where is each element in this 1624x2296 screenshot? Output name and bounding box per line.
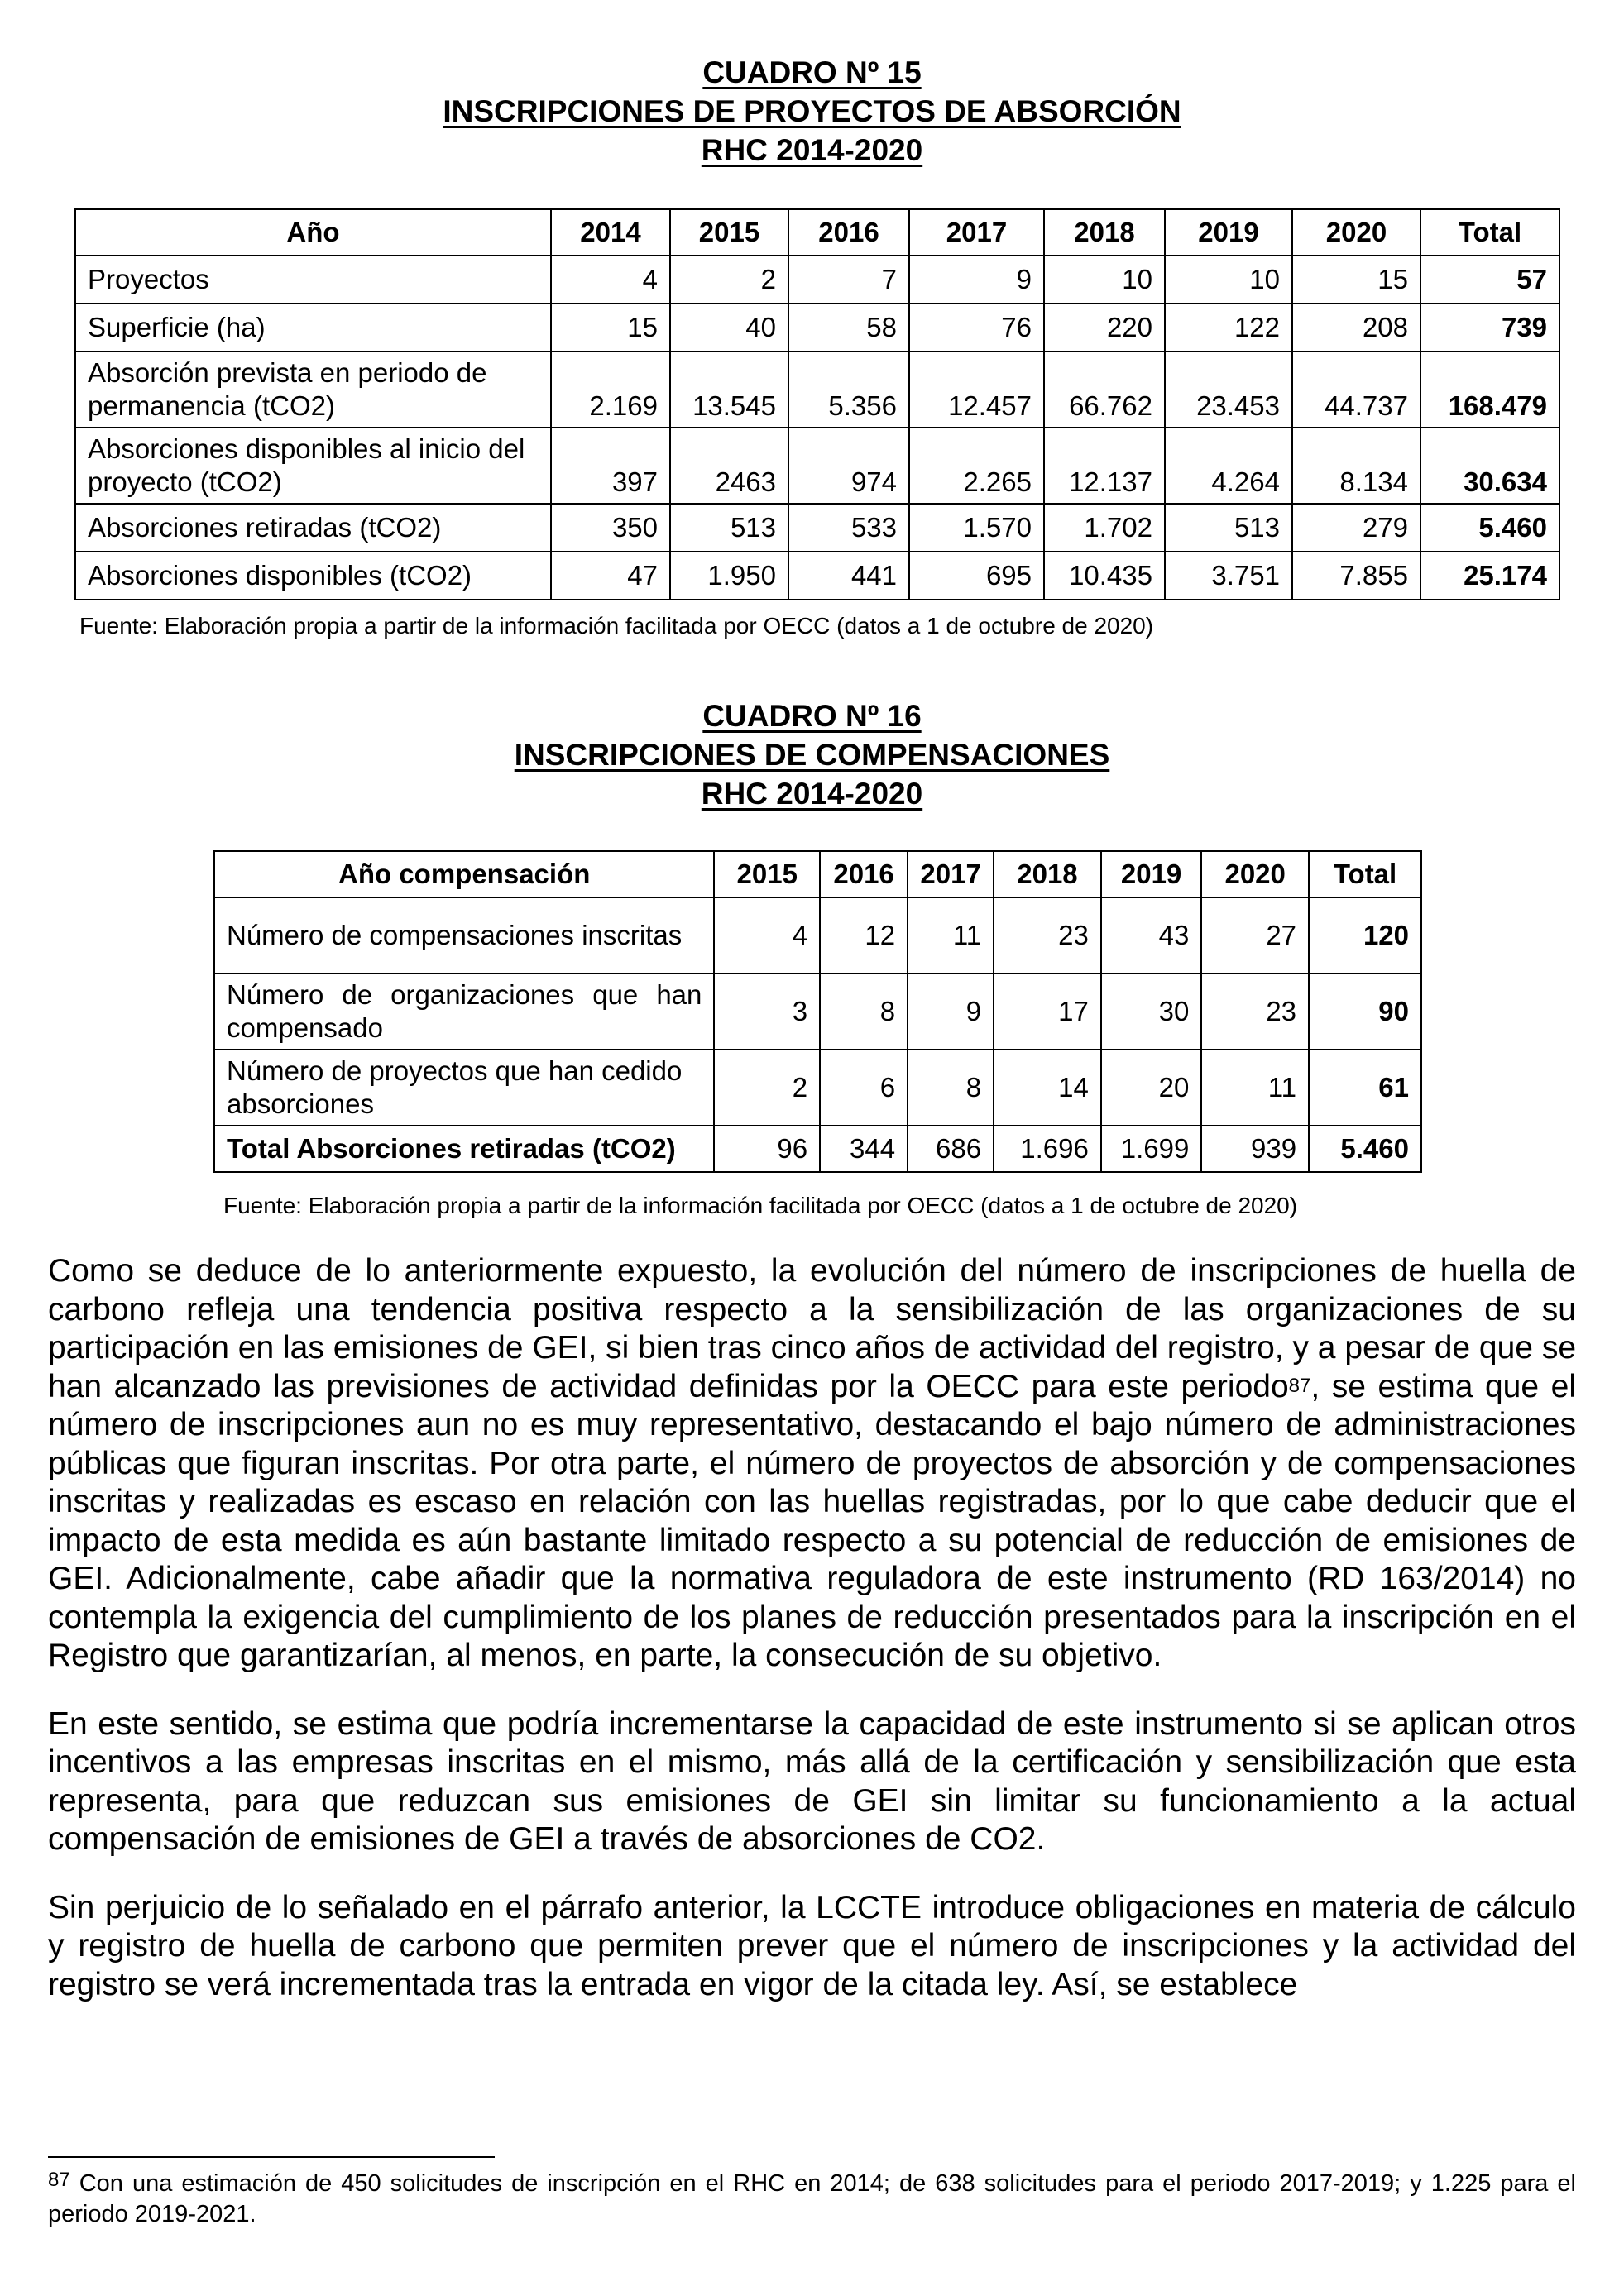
cell: 441 — [788, 552, 909, 600]
cuadro-16-title — [0, 696, 1624, 813]
cell: 4 — [714, 897, 820, 973]
header-cell: Total — [1420, 209, 1559, 256]
row-label: Número de organizaciones que han compensado — [214, 973, 714, 1050]
cell: 1.702 — [1044, 504, 1165, 552]
footnote-number: 87 — [48, 2169, 70, 2191]
table-row — [214, 1126, 1421, 1172]
cell: 11 — [908, 897, 994, 973]
cell: 12.457 — [909, 352, 1044, 428]
cuadro-16-title-line-1: CUADRO Nº 16 — [702, 699, 922, 733]
cell: 12.137 — [1044, 428, 1165, 504]
header-cell: 2018 — [994, 851, 1101, 897]
cell: 2.169 — [551, 352, 670, 428]
cuadro-15-title-line-2: INSCRIPCIONES DE PROYECTOS DE ABSORCIÓN — [443, 94, 1181, 128]
cell: 686 — [908, 1126, 994, 1172]
header-cell: 2016 — [788, 209, 909, 256]
cell: 344 — [820, 1126, 908, 1172]
cell: 695 — [909, 552, 1044, 600]
footnote-ref: 87 — [1288, 1374, 1311, 1397]
table-row — [75, 256, 1559, 304]
header-cell: 2015 — [670, 209, 788, 256]
cell: 8 — [820, 973, 908, 1050]
cell: 30 — [1101, 973, 1201, 1050]
cell: 43 — [1101, 897, 1201, 973]
table-row — [75, 428, 1559, 504]
row-label: Absorción prevista en periodo de permanencia (tCO2) — [75, 352, 551, 428]
cell: 40 — [670, 304, 788, 352]
cell: 76 — [909, 304, 1044, 352]
cell: 15 — [1292, 256, 1420, 304]
cell: 17 — [994, 973, 1101, 1050]
total-cell: 5.460 — [1309, 1126, 1421, 1172]
cell: 350 — [551, 504, 670, 552]
total-cell: 168.479 — [1420, 352, 1559, 428]
cell: 2 — [670, 256, 788, 304]
row-label: Superficie (ha) — [75, 304, 551, 352]
header-cell: 2019 — [1101, 851, 1201, 897]
cell: 20 — [1101, 1050, 1201, 1126]
cell: 3.751 — [1165, 552, 1292, 600]
header-cell: 2020 — [1201, 851, 1309, 897]
row-label: Absorciones disponibles al inicio del proyecto (tCO2) — [75, 428, 551, 504]
cell: 4.264 — [1165, 428, 1292, 504]
footnote-separator — [48, 2156, 495, 2158]
header-cell: 2019 — [1165, 209, 1292, 256]
cell: 9 — [909, 256, 1044, 304]
cell: 11 — [1201, 1050, 1309, 1126]
row-label: Proyectos — [75, 256, 551, 304]
header-cell: 2016 — [820, 851, 908, 897]
cuadro-15-title-line-3: RHC 2014-2020 — [701, 133, 923, 167]
header-cell: Año — [75, 209, 551, 256]
cell: 1.696 — [994, 1126, 1101, 1172]
cell: 66.762 — [1044, 352, 1165, 428]
total-cell: 57 — [1420, 256, 1559, 304]
cuadro-15-table — [74, 208, 1560, 600]
cell: 1.950 — [670, 552, 788, 600]
header-cell: 2017 — [909, 209, 1044, 256]
cell: 279 — [1292, 504, 1420, 552]
total-cell: 120 — [1309, 897, 1421, 973]
table-row — [75, 552, 1559, 600]
cell: 47 — [551, 552, 670, 600]
cell: 8 — [908, 1050, 994, 1126]
paragraph-1 — [48, 1252, 1576, 1676]
paragraph-3: Sin perjuicio de lo señalado en el párrafo anterior, la LCCTE introduce obligaciones en materia de cálculo y registro de huella de carbono que permiten prever que el número de inscripciones y la actividad del registro se verá incrementada tras la entrada en vigor de la citada ley. Así, se establece — [48, 1889, 1576, 2002]
cuadro-16-table — [213, 850, 1422, 1173]
cell: 14 — [994, 1050, 1101, 1126]
table-row — [75, 304, 1559, 352]
cell: 1.699 — [1101, 1126, 1201, 1172]
total-cell: 30.634 — [1420, 428, 1559, 504]
cell: 208 — [1292, 304, 1420, 352]
body-text — [48, 1252, 1576, 2034]
cell: 12 — [820, 897, 908, 973]
cuadro-16-source: Fuente: Elaboración propia a partir de la información facilitada por OECC (datos a 1 de octubre de 2020) — [223, 1193, 1298, 1218]
cuadro-15-source: Fuente: Elaboración propia a partir de la información facilitada por OECC (datos a 1 de octubre de 2020) — [79, 613, 1154, 639]
header-cell: 2017 — [908, 851, 994, 897]
table-row — [75, 504, 1559, 552]
header-cell: Año compensación — [214, 851, 714, 897]
cuadro-15-title-line-1: CUADRO Nº 15 — [702, 55, 922, 89]
cell: 10 — [1165, 256, 1292, 304]
cell: 122 — [1165, 304, 1292, 352]
cell: 8.134 — [1292, 428, 1420, 504]
cell: 27 — [1201, 897, 1309, 973]
cuadro-16-title-line-2: INSCRIPCIONES DE COMPENSACIONES — [514, 738, 1110, 772]
header-cell: 2014 — [551, 209, 670, 256]
cuadro-15-header-row — [75, 209, 1559, 256]
paragraph-1-part-b: , se estima que el número de inscripciones aun no es muy representativo, destacando el bajo número de administraciones públicas que figuran inscritas. Por otra parte, el número de proyectos de absorción y de compensaciones inscritas y realizadas es escaso en relación con las huellas registradas, por lo que cabe deducir que el impacto de esta medida es aún bastante limitado respecto a su potencial de reducción de emisiones de GEI. Adicionalmente, cabe añadir que la normativa reguladora de este instrumento (RD 163/2014) no contempla la exigencia del cumplimiento de los planes de reducción presentados para la inscripción en el Registro que garantizarían, al menos, en parte, la consecución de su objetivo. — [48, 1368, 1576, 1673]
cell: 6 — [820, 1050, 908, 1126]
cell: 939 — [1201, 1126, 1309, 1172]
cell: 9 — [908, 973, 994, 1050]
row-label: Total Absorciones retiradas (tCO2) — [214, 1126, 714, 1172]
cell: 1.570 — [909, 504, 1044, 552]
cell: 13.545 — [670, 352, 788, 428]
cell: 44.737 — [1292, 352, 1420, 428]
table-row — [75, 352, 1559, 428]
total-cell: 61 — [1309, 1050, 1421, 1126]
row-label: Absorciones disponibles (tCO2) — [75, 552, 551, 600]
cell: 23 — [1201, 973, 1309, 1050]
table-row — [214, 973, 1421, 1050]
header-cell: 2015 — [714, 851, 820, 897]
cell: 15 — [551, 304, 670, 352]
cell: 2463 — [670, 428, 788, 504]
cell: 96 — [714, 1126, 820, 1172]
cell: 3 — [714, 973, 820, 1050]
header-cell: 2020 — [1292, 209, 1420, 256]
cell: 23 — [994, 897, 1101, 973]
cell: 513 — [1165, 504, 1292, 552]
total-cell: 5.460 — [1420, 504, 1559, 552]
header-cell: 2018 — [1044, 209, 1165, 256]
table-row — [214, 1050, 1421, 1126]
cell: 397 — [551, 428, 670, 504]
total-cell: 25.174 — [1420, 552, 1559, 600]
cell: 10.435 — [1044, 552, 1165, 600]
cuadro-16-header-row — [214, 851, 1421, 897]
cell: 220 — [1044, 304, 1165, 352]
cell: 4 — [551, 256, 670, 304]
cuadro-16-title-line-3: RHC 2014-2020 — [701, 777, 923, 811]
paragraph-2: En este sentido, se estima que podría incrementarse la capacidad de este instrumento si se aplican otros incentivos a las empresas inscritas en el mismo, más allá de la certificación y sensibilización que esta representa, para que reduzcan sus emisiones de GEI sin limitar su funcionamiento a la actual compensación de emisiones de GEI a través de absorciones de CO2. — [48, 1705, 1576, 1857]
footnote-text: Con una estimación de 450 solicitudes de inscripción en el RHC en 2014; de 638 solicitudes para el periodo 2017-2019; y 1.225 para el periodo 2019-2021. — [48, 2170, 1576, 2227]
cell: 23.453 — [1165, 352, 1292, 428]
row-label: Número de proyectos que han cedido absorciones — [214, 1050, 714, 1126]
cell: 7 — [788, 256, 909, 304]
row-label: Absorciones retiradas (tCO2) — [75, 504, 551, 552]
total-cell: 90 — [1309, 973, 1421, 1050]
row-label: Número de compensaciones inscritas — [214, 897, 714, 973]
total-cell: 739 — [1420, 304, 1559, 352]
cell: 7.855 — [1292, 552, 1420, 600]
cell: 513 — [670, 504, 788, 552]
paragraph-1-part-a: Como se deduce de lo anteriormente expuesto, la evolución del número de inscripciones de huella de carbono refleja una tendencia positiva respecto a la sensibilización de las organizaciones de su participación en las emisiones de GEI, si bien tras cinco años de actividad del registro, y a pesar de que se han alcanzado las previsiones de actividad definidas por la OECC para este periodo — [48, 1253, 1577, 1404]
cell: 58 — [788, 304, 909, 352]
cell: 2 — [714, 1050, 820, 1126]
cell: 533 — [788, 504, 909, 552]
table-row — [214, 897, 1421, 973]
cell: 2.265 — [909, 428, 1044, 504]
cell: 10 — [1044, 256, 1165, 304]
header-cell: Total — [1309, 851, 1421, 897]
cell: 5.356 — [788, 352, 909, 428]
cuadro-15-title — [0, 53, 1624, 170]
footnote — [48, 2169, 1576, 2230]
cell: 974 — [788, 428, 909, 504]
